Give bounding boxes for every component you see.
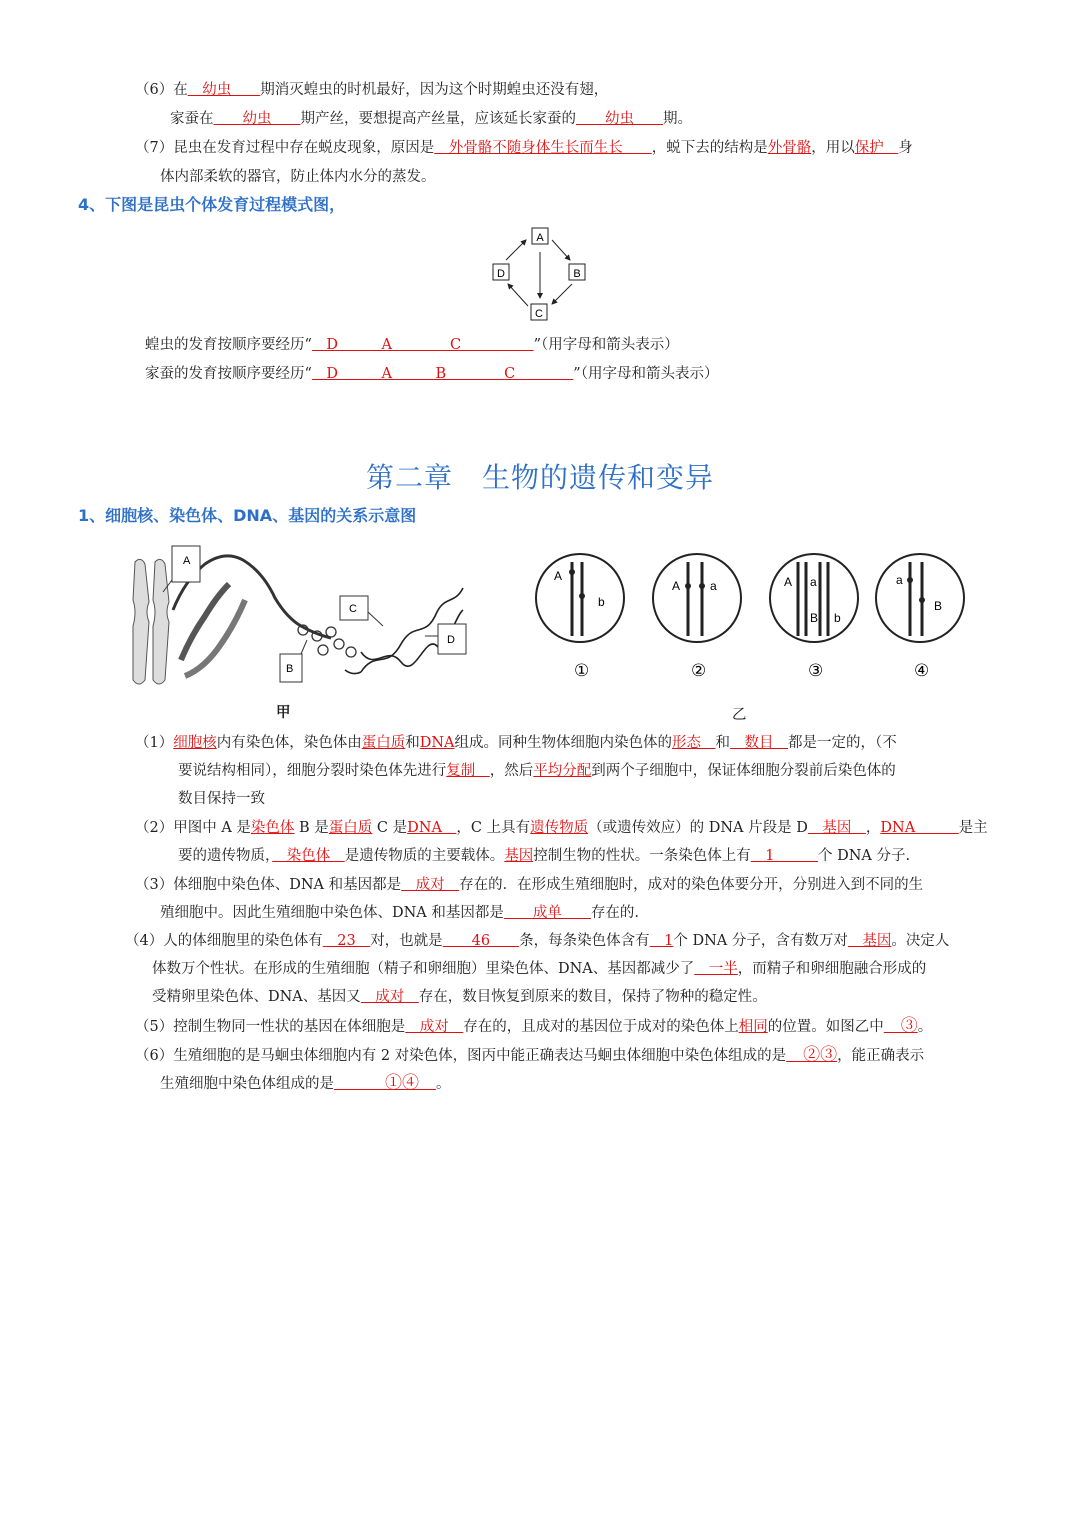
answer-blank: DNA bbox=[419, 735, 455, 751]
chromosome-drawing bbox=[133, 559, 169, 684]
cell-3-label: ③ bbox=[808, 661, 824, 680]
t: 存在，数目恢复到原来的数目，保持了物种的稳定性。 bbox=[418, 989, 767, 1005]
text: 体内部柔软的器官，防止体内水分的蒸发。 bbox=[160, 169, 436, 185]
caption-jia: 甲 bbox=[276, 704, 291, 721]
node-d-label: D bbox=[497, 268, 505, 280]
answer-blank: 46 bbox=[442, 933, 520, 949]
answer-blank: 成对 bbox=[360, 989, 419, 1005]
answer-blank: 蛋白质 bbox=[361, 735, 406, 751]
t: 要说结构相同），细胞分裂时染色体先进行 bbox=[178, 763, 447, 779]
t: 存在的. bbox=[590, 905, 640, 921]
t: ，而精子和卵细胞融合形成的 bbox=[737, 961, 927, 977]
text: （7）昆虫在发育过程中存在蜕皮现象，原因是 bbox=[135, 140, 435, 156]
answer-blank: DNA bbox=[407, 820, 457, 836]
answer-blank: 平均分配 bbox=[533, 763, 592, 779]
answer-blank: 1 bbox=[750, 848, 818, 864]
answer-blank: ①④ bbox=[334, 1073, 436, 1093]
answer-blank: 幼虫 bbox=[576, 111, 663, 127]
t: 是主 bbox=[958, 820, 988, 836]
answer-blank: 数目 bbox=[730, 735, 789, 751]
t: （6）生殖细胞的是马蛔虫体细胞内有 2 对染色体，图丙中能正确表达马蛔虫体细胞中染色体组成的是 bbox=[135, 1048, 787, 1064]
node-b-label: B bbox=[573, 268, 581, 280]
p3-line2 bbox=[160, 903, 639, 923]
t: 存在的．在形成生殖细胞时，成对的染色体要分开，分别进入到不同的生 bbox=[459, 877, 924, 893]
p6-line1 bbox=[135, 1045, 924, 1066]
answer-blank: 基因 bbox=[504, 848, 534, 864]
t: 殖细胞中。因此生殖细胞中染色体、DNA 和基因都是 bbox=[160, 905, 504, 921]
t: 和 bbox=[405, 735, 420, 751]
t: 。决定人 bbox=[891, 933, 950, 949]
t: （3）体细胞中染色体、DNA 和基因都是 bbox=[135, 877, 402, 893]
cell-2 bbox=[653, 554, 741, 680]
answer-blank: 基因 bbox=[807, 820, 866, 836]
answer-blank: D A B C bbox=[311, 366, 574, 382]
t: 生殖细胞中染色体组成的是 bbox=[160, 1076, 334, 1092]
t: （4）人的体细胞里的染色体有 bbox=[125, 933, 323, 949]
t: 都是一定的，（不 bbox=[788, 735, 897, 751]
t: 的位置。如图乙中 bbox=[767, 1019, 884, 1035]
life-cycle-diagram bbox=[480, 222, 600, 326]
cell-4 bbox=[876, 554, 964, 680]
answer-blank: 1 bbox=[649, 933, 674, 949]
t: （2）甲图中 A 是 bbox=[135, 820, 251, 836]
t: ，能正确表示 bbox=[837, 1048, 925, 1064]
text: 家蚕在 bbox=[170, 111, 214, 127]
arrow-a-b bbox=[552, 240, 570, 260]
gene-label: B bbox=[934, 599, 943, 613]
t: （5）控制生物同一性状的基因在体细胞是 bbox=[135, 1019, 406, 1035]
chapter-title: 第二章 生物的遗传和变异 bbox=[365, 461, 714, 494]
answer-blank: 复制 bbox=[446, 763, 490, 779]
p4-line1 bbox=[125, 931, 949, 951]
p2-line1 bbox=[135, 818, 988, 838]
cell-4-label: ④ bbox=[914, 661, 930, 680]
locust-line bbox=[145, 335, 679, 355]
answer-blank: 基因 bbox=[847, 933, 892, 949]
answer-blank: 保护 bbox=[854, 140, 899, 156]
text: 期消灭蝗虫的时机最好，因为这个时期蝗虫还没有翅， bbox=[260, 82, 609, 98]
answer-blank: 相同 bbox=[738, 1019, 768, 1035]
t: 要的遗传物质， bbox=[178, 848, 273, 864]
text: ，用以 bbox=[811, 140, 855, 156]
text: ，蜕下去的结构是 bbox=[651, 140, 768, 156]
t: 内有染色体，染色体由 bbox=[216, 735, 362, 751]
t: （或遗传效应）的 DNA 片段是 D bbox=[588, 820, 808, 836]
answer-blank: 外骨骼不随身体生长而生长 bbox=[434, 140, 652, 156]
node-d bbox=[493, 264, 509, 280]
gene-label: A bbox=[784, 575, 793, 589]
answer-blank: 幼虫 bbox=[213, 111, 301, 127]
text: ”（用字母和箭头表示） bbox=[573, 366, 719, 382]
arrow-b-c bbox=[552, 284, 572, 304]
answer-blank: 外骨骼 bbox=[767, 140, 812, 156]
p3-line1 bbox=[135, 875, 923, 895]
node-c bbox=[531, 304, 547, 320]
gene-label: a bbox=[896, 573, 903, 587]
answer-blank: ③ bbox=[883, 1016, 918, 1036]
answer-blank: 形态 bbox=[672, 735, 716, 751]
t: 控制生物的性状。一条染色体上有 bbox=[533, 848, 751, 864]
p2-line2 bbox=[178, 846, 910, 866]
t: B 是 bbox=[294, 820, 329, 836]
p1-line1 bbox=[135, 733, 897, 753]
answer-blank: DNA bbox=[880, 820, 959, 836]
label-b-text: B bbox=[286, 663, 294, 675]
gene-label: a bbox=[810, 575, 817, 589]
node-c-label: C bbox=[535, 308, 543, 320]
answer-blank: 遗传物质 bbox=[530, 820, 589, 836]
silkworm-line bbox=[145, 364, 718, 384]
t: 受精卵里染色体、DNA、基因又 bbox=[152, 989, 361, 1005]
t: （1） bbox=[135, 735, 174, 751]
label-a-text: A bbox=[183, 555, 191, 567]
gene-label: A bbox=[554, 569, 563, 583]
answer-blank: ②③ bbox=[786, 1045, 838, 1065]
p1-line2 bbox=[178, 761, 896, 781]
text: 期产丝，要想提高产丝量，应该延长家蚕的 bbox=[300, 111, 576, 127]
label-d-text: D bbox=[447, 634, 455, 646]
answer-blank: 成对 bbox=[405, 1019, 464, 1035]
answer-blank: 23 bbox=[322, 933, 371, 949]
text: （6）在 bbox=[135, 82, 188, 98]
t: 个 DNA 分子，含有数万对 bbox=[673, 933, 848, 949]
text: 家蚕的发育按顺序要经历“ bbox=[145, 366, 312, 382]
label-a bbox=[163, 546, 200, 592]
answer-blank: 成单 bbox=[503, 905, 591, 921]
t: 是遗传物质的主要载体。 bbox=[344, 848, 505, 864]
p4-line3 bbox=[152, 987, 767, 1007]
gene-label: a bbox=[710, 579, 717, 593]
t: 到两个子细胞中，保证体细胞分裂前后染色体的 bbox=[591, 763, 896, 779]
answer-blank: 蛋白质 bbox=[328, 820, 373, 836]
answer-blank: D A C bbox=[311, 337, 534, 353]
answer-blank: 成对 bbox=[401, 877, 460, 893]
answer-blank: 染色体 bbox=[272, 848, 345, 864]
gene-label: b bbox=[598, 595, 605, 609]
t: C 是 bbox=[372, 820, 408, 836]
text: ”（用字母和箭头表示） bbox=[533, 337, 679, 353]
q4-heading: 4、下图是昆虫个体发育过程模式图， bbox=[78, 195, 346, 214]
gene-label: B bbox=[810, 611, 819, 625]
cell-1-label: ① bbox=[574, 661, 590, 680]
text: 身 bbox=[898, 140, 913, 156]
t: 存在的，且成对的基因位于成对的染色体上 bbox=[463, 1019, 739, 1035]
figure-jia bbox=[125, 540, 470, 690]
node-b bbox=[569, 264, 585, 280]
s1-heading: 1、细胞核、染色体、DNA、基因的关系示意图 bbox=[78, 506, 417, 525]
t: 和 bbox=[715, 735, 731, 751]
cell-1 bbox=[536, 554, 624, 680]
label-b bbox=[280, 640, 307, 682]
gene-label: b bbox=[834, 611, 841, 625]
answer-blank: 幼虫 bbox=[187, 82, 261, 98]
gene-label: A bbox=[672, 579, 681, 593]
cell-2-label: ② bbox=[691, 661, 707, 680]
t: 体数万个性状。在形成的生殖细胞（精子和卵细胞）里染色体、DNA、基因都减少了 bbox=[152, 961, 695, 977]
label-c bbox=[340, 596, 383, 626]
figure-yi bbox=[530, 540, 970, 690]
t: ， bbox=[865, 820, 881, 836]
q6-line1 bbox=[135, 80, 608, 100]
p4-line2 bbox=[152, 959, 926, 979]
label-d bbox=[425, 624, 466, 654]
node-a-label: A bbox=[536, 232, 544, 244]
label-c-text: C bbox=[349, 603, 357, 615]
t: ，然后 bbox=[489, 763, 534, 779]
t: 条，每条染色体含有 bbox=[519, 933, 650, 949]
t: 。 bbox=[917, 1019, 933, 1035]
arrow-d-a bbox=[506, 240, 526, 260]
t: 对，也就是 bbox=[370, 933, 443, 949]
text: 蝗虫的发育按顺序要经历“ bbox=[145, 337, 312, 353]
q6-line2 bbox=[170, 109, 692, 129]
answer-blank: 细胞核 bbox=[173, 735, 217, 751]
cell-3 bbox=[770, 554, 858, 680]
p1-line3: 数目保持一致 bbox=[178, 791, 265, 807]
q7-line1 bbox=[135, 138, 913, 158]
caption-yi: 乙 bbox=[732, 707, 747, 723]
t: 。 bbox=[436, 1076, 451, 1092]
arrow-c-d bbox=[508, 284, 528, 306]
t: 个 DNA 分子. bbox=[817, 848, 911, 864]
p5-line1 bbox=[135, 1016, 932, 1037]
node-a bbox=[532, 228, 548, 244]
text: 期。 bbox=[663, 111, 692, 127]
t: ，C 上具有 bbox=[456, 820, 531, 836]
answer-blank: 染色体 bbox=[250, 820, 295, 836]
p6-line2 bbox=[160, 1073, 451, 1094]
t: 组成。同种生物体细胞内染色体的 bbox=[454, 735, 673, 751]
answer-blank: 一半 bbox=[694, 961, 738, 977]
q7-line2 bbox=[160, 167, 436, 187]
